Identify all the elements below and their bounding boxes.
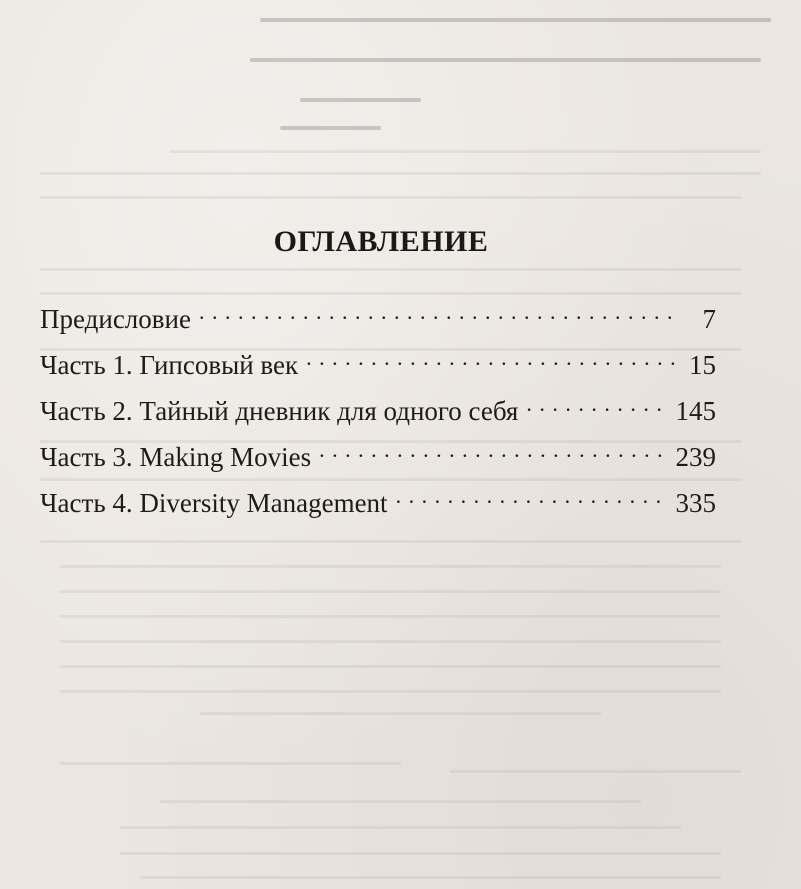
toc-page-number: 335 — [675, 488, 716, 518]
show-through-line — [60, 762, 401, 765]
show-through-line — [260, 18, 771, 22]
toc-page-number: 239 — [675, 442, 716, 472]
toc-entry-label: Часть 1. Гипсовый век — [40, 350, 299, 380]
toc-dot-leader — [306, 338, 680, 374]
toc-entry-part-2 — [40, 384, 716, 430]
toc-entry-preface — [40, 292, 716, 338]
show-through-line — [60, 565, 721, 568]
show-through-line — [160, 800, 641, 803]
show-through-line — [60, 640, 721, 643]
show-through-line — [40, 172, 761, 175]
toc-dot-leader — [396, 476, 668, 512]
show-through-line — [120, 852, 721, 855]
toc-entry-part-1 — [40, 338, 716, 384]
toc-entry-label: Часть 2. Тайный дневник для одного себя — [40, 396, 519, 426]
toc-dot-leader — [199, 292, 680, 328]
show-through-line — [40, 540, 741, 543]
show-through-line — [60, 590, 721, 593]
toc-page-number: 7 — [702, 304, 716, 334]
show-through-line — [40, 196, 741, 199]
show-through-line — [120, 826, 681, 829]
toc-title: ОГЛАВЛЕНИЕ — [273, 225, 489, 258]
show-through-line — [300, 98, 421, 102]
toc-entry-label: Предисловие — [40, 304, 191, 334]
table-of-contents — [40, 222, 716, 522]
show-through-line — [60, 665, 721, 668]
toc-dot-leader — [526, 384, 667, 420]
show-through-line — [60, 690, 721, 693]
toc-page-number: 145 — [675, 396, 716, 426]
toc-entry-label: Часть 4. Diversity Management — [40, 488, 388, 518]
toc-page-number: 15 — [689, 350, 716, 380]
show-through-line — [200, 712, 601, 715]
toc-entry-part-4 — [40, 476, 716, 522]
show-through-line — [60, 615, 721, 618]
show-through-line — [280, 126, 381, 130]
show-through-line — [170, 150, 761, 153]
toc-dot-leader — [319, 430, 667, 466]
toc-entry-label: Часть 3. Making Movies — [40, 442, 312, 472]
show-through-line — [250, 58, 761, 62]
toc-entry-part-3 — [40, 430, 716, 476]
show-through-line — [140, 876, 721, 879]
show-through-line — [450, 770, 741, 773]
